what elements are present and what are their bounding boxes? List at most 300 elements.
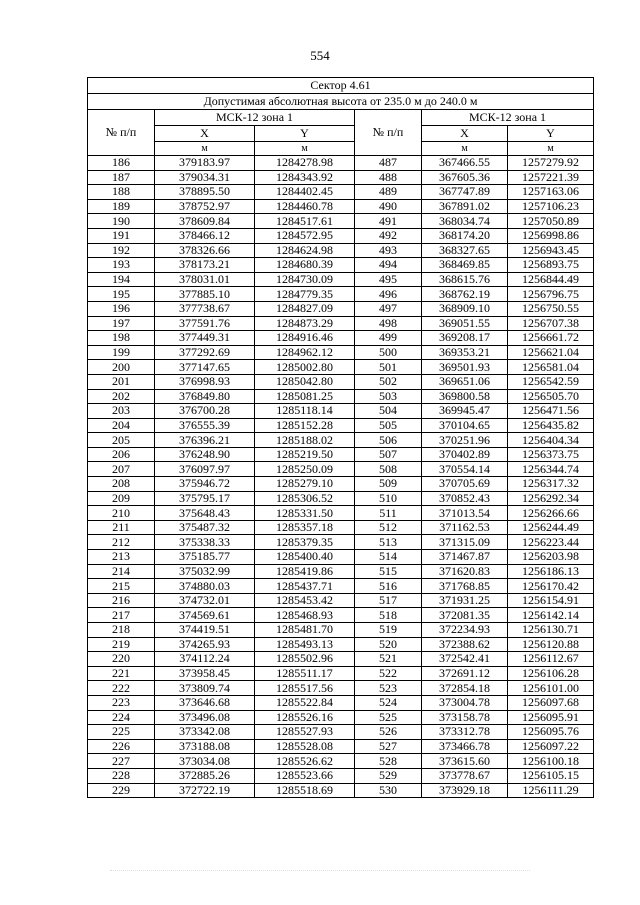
y-left: 1284572.95 bbox=[255, 228, 355, 243]
y-left: 1285042.80 bbox=[255, 374, 355, 389]
point-number-right: 505 bbox=[355, 418, 422, 433]
x-left: 374112.24 bbox=[155, 652, 255, 667]
point-number-right: 526 bbox=[355, 725, 422, 740]
y-left: 1284460.78 bbox=[255, 199, 355, 214]
x-left: 374569.61 bbox=[155, 608, 255, 623]
y-right: 1256111.29 bbox=[508, 783, 594, 798]
y-left: 1284624.98 bbox=[255, 243, 355, 258]
table-row bbox=[88, 593, 594, 608]
point-number-left: 224 bbox=[88, 710, 155, 725]
table-row bbox=[88, 170, 594, 185]
y-right: 1256223.44 bbox=[508, 535, 594, 550]
point-number-left: 211 bbox=[88, 520, 155, 535]
x-right: 373929.18 bbox=[422, 783, 508, 798]
point-number-right: 489 bbox=[355, 185, 422, 200]
table-row bbox=[88, 608, 594, 623]
point-number-right: 504 bbox=[355, 404, 422, 419]
x-left: 379183.97 bbox=[155, 156, 255, 171]
point-number-left: 225 bbox=[88, 725, 155, 740]
y-right: 1256661.72 bbox=[508, 331, 594, 346]
y-right: 1256373.75 bbox=[508, 447, 594, 462]
y-right: 1256581.04 bbox=[508, 360, 594, 375]
x-right: 371931.25 bbox=[422, 593, 508, 608]
sector-title: Сектор 4.61 bbox=[88, 78, 594, 94]
y-left: 1285526.62 bbox=[255, 754, 355, 769]
unit-x-right: м bbox=[422, 142, 508, 156]
point-number-right: 488 bbox=[355, 170, 422, 185]
point-number-right: 507 bbox=[355, 447, 422, 462]
point-number-right: 496 bbox=[355, 287, 422, 302]
point-number-left: 206 bbox=[88, 447, 155, 462]
y-left: 1285152.28 bbox=[255, 418, 355, 433]
y-left: 1285002.80 bbox=[255, 360, 355, 375]
x-left: 376998.93 bbox=[155, 374, 255, 389]
y-left: 1285279.10 bbox=[255, 477, 355, 492]
point-number-left: 209 bbox=[88, 491, 155, 506]
x-right: 369208.17 bbox=[422, 331, 508, 346]
x-right: 373466.78 bbox=[422, 739, 508, 754]
table-row bbox=[88, 579, 594, 594]
point-number-left: 190 bbox=[88, 214, 155, 229]
point-number-right: 498 bbox=[355, 316, 422, 331]
table-row bbox=[88, 652, 594, 667]
x-right: 372388.62 bbox=[422, 637, 508, 652]
x-left: 374732.01 bbox=[155, 593, 255, 608]
y-right: 1257106.23 bbox=[508, 199, 594, 214]
point-number-left: 204 bbox=[88, 418, 155, 433]
y-left: 1285453.42 bbox=[255, 593, 355, 608]
point-number-left: 194 bbox=[88, 272, 155, 287]
table-row bbox=[88, 404, 594, 419]
point-number-left: 192 bbox=[88, 243, 155, 258]
x-right: 370104.65 bbox=[422, 418, 508, 433]
x-left: 373342.08 bbox=[155, 725, 255, 740]
x-right: 367747.89 bbox=[422, 185, 508, 200]
x-right: 372691.12 bbox=[422, 666, 508, 681]
table-row bbox=[88, 681, 594, 696]
point-number-right: 524 bbox=[355, 695, 422, 710]
x-left: 378466.12 bbox=[155, 228, 255, 243]
y-right: 1257163.06 bbox=[508, 185, 594, 200]
table-row bbox=[88, 374, 594, 389]
point-number-left: 227 bbox=[88, 754, 155, 769]
table-row bbox=[88, 287, 594, 302]
y-right: 1256266.66 bbox=[508, 506, 594, 521]
point-number-left: 191 bbox=[88, 228, 155, 243]
y-left: 1285468.93 bbox=[255, 608, 355, 623]
y-right: 1257279.92 bbox=[508, 156, 594, 171]
x-left: 375032.99 bbox=[155, 564, 255, 579]
y-right: 1256707.38 bbox=[508, 316, 594, 331]
table-row bbox=[88, 272, 594, 287]
x-right: 370554.14 bbox=[422, 462, 508, 477]
point-number-right: 506 bbox=[355, 433, 422, 448]
y-right: 1256106.28 bbox=[508, 666, 594, 681]
x-right: 371315.09 bbox=[422, 535, 508, 550]
table-row bbox=[88, 623, 594, 638]
height-range: Допустимая абсолютная высота от 235.0 м до 240.0 м bbox=[88, 94, 594, 110]
y-left: 1284827.09 bbox=[255, 301, 355, 316]
col-num-right: № п/п bbox=[355, 110, 422, 156]
y-left: 1284962.12 bbox=[255, 345, 355, 360]
table-row bbox=[88, 243, 594, 258]
table-row bbox=[88, 520, 594, 535]
table-row bbox=[88, 535, 594, 550]
x-left: 377449.31 bbox=[155, 331, 255, 346]
point-number-left: 221 bbox=[88, 666, 155, 681]
point-number-right: 516 bbox=[355, 579, 422, 594]
x-left: 375185.77 bbox=[155, 550, 255, 565]
point-number-left: 199 bbox=[88, 345, 155, 360]
x-right: 371467.87 bbox=[422, 550, 508, 565]
x-left: 378752.97 bbox=[155, 199, 255, 214]
point-number-left: 205 bbox=[88, 433, 155, 448]
y-left: 1285188.02 bbox=[255, 433, 355, 448]
x-right: 369800.58 bbox=[422, 389, 508, 404]
footer-scan-line bbox=[110, 870, 530, 872]
table-row bbox=[88, 491, 594, 506]
y-right: 1256130.71 bbox=[508, 623, 594, 638]
point-number-right: 491 bbox=[355, 214, 422, 229]
point-number-left: 189 bbox=[88, 199, 155, 214]
x-left: 373809.74 bbox=[155, 681, 255, 696]
point-number-right: 517 bbox=[355, 593, 422, 608]
point-number-right: 523 bbox=[355, 681, 422, 696]
y-right: 1256170.42 bbox=[508, 579, 594, 594]
point-number-right: 493 bbox=[355, 243, 422, 258]
point-number-left: 214 bbox=[88, 564, 155, 579]
table-row bbox=[88, 637, 594, 652]
x-right: 373158.78 bbox=[422, 710, 508, 725]
y-right: 1256292.34 bbox=[508, 491, 594, 506]
point-number-right: 508 bbox=[355, 462, 422, 477]
y-left: 1285419.86 bbox=[255, 564, 355, 579]
point-number-right: 494 bbox=[355, 258, 422, 273]
x-right: 367605.36 bbox=[422, 170, 508, 185]
y-right: 1256542.59 bbox=[508, 374, 594, 389]
y-right: 1256100.18 bbox=[508, 754, 594, 769]
col-num-left: № п/п bbox=[88, 110, 155, 156]
point-number-left: 188 bbox=[88, 185, 155, 200]
x-left: 375648.43 bbox=[155, 506, 255, 521]
point-number-left: 202 bbox=[88, 389, 155, 404]
point-number-right: 509 bbox=[355, 477, 422, 492]
x-left: 374265.93 bbox=[155, 637, 255, 652]
point-number-left: 218 bbox=[88, 623, 155, 638]
x-left: 378609.84 bbox=[155, 214, 255, 229]
y-right: 1256621.04 bbox=[508, 345, 594, 360]
table-row bbox=[88, 506, 594, 521]
col-x-left: X bbox=[155, 126, 255, 142]
table-row bbox=[88, 710, 594, 725]
x-left: 376700.28 bbox=[155, 404, 255, 419]
table-row bbox=[88, 695, 594, 710]
y-right: 1256154.91 bbox=[508, 593, 594, 608]
point-number-left: 216 bbox=[88, 593, 155, 608]
y-left: 1285331.50 bbox=[255, 506, 355, 521]
x-left: 377738.67 bbox=[155, 301, 255, 316]
table-row bbox=[88, 228, 594, 243]
unit-y-right: м bbox=[508, 142, 594, 156]
table-row bbox=[88, 258, 594, 273]
table-row bbox=[88, 447, 594, 462]
y-left: 1284402.45 bbox=[255, 185, 355, 200]
x-left: 373646.68 bbox=[155, 695, 255, 710]
table-row bbox=[88, 389, 594, 404]
y-left: 1285306.52 bbox=[255, 491, 355, 506]
x-left: 372885.26 bbox=[155, 768, 255, 783]
table-row bbox=[88, 477, 594, 492]
x-left: 374419.51 bbox=[155, 623, 255, 638]
table-row bbox=[88, 754, 594, 769]
x-left: 373034.08 bbox=[155, 754, 255, 769]
x-right: 371768.85 bbox=[422, 579, 508, 594]
point-number-right: 499 bbox=[355, 331, 422, 346]
x-left: 376097.97 bbox=[155, 462, 255, 477]
y-left: 1284779.35 bbox=[255, 287, 355, 302]
table-row bbox=[88, 156, 594, 171]
unit-y-left: м bbox=[255, 142, 355, 156]
y-left: 1285081.25 bbox=[255, 389, 355, 404]
x-left: 377885.10 bbox=[155, 287, 255, 302]
y-right: 1256893.75 bbox=[508, 258, 594, 273]
point-number-left: 208 bbox=[88, 477, 155, 492]
y-right: 1256097.68 bbox=[508, 695, 594, 710]
y-right: 1256750.55 bbox=[508, 301, 594, 316]
x-right: 373615.60 bbox=[422, 754, 508, 769]
x-right: 369945.47 bbox=[422, 404, 508, 419]
point-number-right: 492 bbox=[355, 228, 422, 243]
y-right: 1256317.32 bbox=[508, 477, 594, 492]
col-x-right: X bbox=[422, 126, 508, 142]
x-right: 370705.69 bbox=[422, 477, 508, 492]
point-number-left: 201 bbox=[88, 374, 155, 389]
point-number-left: 219 bbox=[88, 637, 155, 652]
x-right: 372542.41 bbox=[422, 652, 508, 667]
x-right: 368762.19 bbox=[422, 287, 508, 302]
x-right: 373312.78 bbox=[422, 725, 508, 740]
y-left: 1285511.17 bbox=[255, 666, 355, 681]
x-right: 373778.67 bbox=[422, 768, 508, 783]
point-number-right: 521 bbox=[355, 652, 422, 667]
x-right: 369353.21 bbox=[422, 345, 508, 360]
point-number-right: 522 bbox=[355, 666, 422, 681]
x-left: 377591.76 bbox=[155, 316, 255, 331]
x-right: 370251.96 bbox=[422, 433, 508, 448]
y-right: 1256943.45 bbox=[508, 243, 594, 258]
x-right: 371620.83 bbox=[422, 564, 508, 579]
x-left: 378895.50 bbox=[155, 185, 255, 200]
point-number-right: 527 bbox=[355, 739, 422, 754]
table-row bbox=[88, 301, 594, 316]
table-row bbox=[88, 331, 594, 346]
x-right: 368327.65 bbox=[422, 243, 508, 258]
system-right: МСК-12 зона 1 bbox=[422, 110, 594, 126]
y-right: 1256203.98 bbox=[508, 550, 594, 565]
point-number-left: 215 bbox=[88, 579, 155, 594]
point-number-right: 530 bbox=[355, 783, 422, 798]
x-right: 368615.76 bbox=[422, 272, 508, 287]
point-number-right: 501 bbox=[355, 360, 422, 375]
y-right: 1256097.22 bbox=[508, 739, 594, 754]
point-number-left: 198 bbox=[88, 331, 155, 346]
y-right: 1256505.70 bbox=[508, 389, 594, 404]
point-number-right: 500 bbox=[355, 345, 422, 360]
col-y-left: Y bbox=[255, 126, 355, 142]
y-right: 1256344.74 bbox=[508, 462, 594, 477]
col-y-right: Y bbox=[508, 126, 594, 142]
point-number-right: 518 bbox=[355, 608, 422, 623]
coordinates-table bbox=[87, 77, 594, 798]
table-row bbox=[88, 360, 594, 375]
x-left: 373496.08 bbox=[155, 710, 255, 725]
system-left: МСК-12 зона 1 bbox=[155, 110, 355, 126]
y-right: 1256101.00 bbox=[508, 681, 594, 696]
point-number-left: 229 bbox=[88, 783, 155, 798]
x-right: 369651.06 bbox=[422, 374, 508, 389]
table-row bbox=[88, 462, 594, 477]
x-right: 369051.55 bbox=[422, 316, 508, 331]
table-row bbox=[88, 768, 594, 783]
table-row bbox=[88, 418, 594, 433]
point-number-left: 193 bbox=[88, 258, 155, 273]
x-right: 368034.74 bbox=[422, 214, 508, 229]
table-row bbox=[88, 316, 594, 331]
x-right: 370402.89 bbox=[422, 447, 508, 462]
x-left: 374880.03 bbox=[155, 579, 255, 594]
y-right: 1256244.49 bbox=[508, 520, 594, 535]
x-left: 379034.31 bbox=[155, 170, 255, 185]
y-right: 1256095.91 bbox=[508, 710, 594, 725]
point-number-left: 187 bbox=[88, 170, 155, 185]
y-left: 1285502.96 bbox=[255, 652, 355, 667]
y-left: 1284278.98 bbox=[255, 156, 355, 171]
y-left: 1284873.29 bbox=[255, 316, 355, 331]
point-number-left: 186 bbox=[88, 156, 155, 171]
table-row bbox=[88, 666, 594, 681]
y-right: 1256112.67 bbox=[508, 652, 594, 667]
x-right: 372081.35 bbox=[422, 608, 508, 623]
x-right: 371162.53 bbox=[422, 520, 508, 535]
table-row bbox=[88, 214, 594, 229]
table-row bbox=[88, 345, 594, 360]
point-number-right: 503 bbox=[355, 389, 422, 404]
x-right: 368174.20 bbox=[422, 228, 508, 243]
point-number-left: 217 bbox=[88, 608, 155, 623]
table-row bbox=[88, 433, 594, 448]
point-number-right: 495 bbox=[355, 272, 422, 287]
x-left: 378326.66 bbox=[155, 243, 255, 258]
x-left: 375795.17 bbox=[155, 491, 255, 506]
point-number-left: 196 bbox=[88, 301, 155, 316]
point-number-left: 195 bbox=[88, 287, 155, 302]
y-left: 1285528.08 bbox=[255, 739, 355, 754]
y-right: 1256142.14 bbox=[508, 608, 594, 623]
point-number-right: 520 bbox=[355, 637, 422, 652]
x-left: 378031.01 bbox=[155, 272, 255, 287]
y-right: 1256120.88 bbox=[508, 637, 594, 652]
table-row bbox=[88, 185, 594, 200]
y-left: 1285379.35 bbox=[255, 535, 355, 550]
x-right: 373004.78 bbox=[422, 695, 508, 710]
y-left: 1284343.92 bbox=[255, 170, 355, 185]
point-number-right: 502 bbox=[355, 374, 422, 389]
point-number-right: 512 bbox=[355, 520, 422, 535]
y-left: 1285523.66 bbox=[255, 768, 355, 783]
point-number-right: 490 bbox=[355, 199, 422, 214]
point-number-right: 510 bbox=[355, 491, 422, 506]
point-number-right: 515 bbox=[355, 564, 422, 579]
table-row bbox=[88, 550, 594, 565]
point-number-right: 528 bbox=[355, 754, 422, 769]
point-number-right: 514 bbox=[355, 550, 422, 565]
y-left: 1285481.70 bbox=[255, 623, 355, 638]
y-left: 1285522.84 bbox=[255, 695, 355, 710]
x-left: 373188.08 bbox=[155, 739, 255, 754]
y-right: 1256404.34 bbox=[508, 433, 594, 448]
point-number-right: 525 bbox=[355, 710, 422, 725]
y-left: 1285400.40 bbox=[255, 550, 355, 565]
point-number-left: 210 bbox=[88, 506, 155, 521]
table-body bbox=[88, 156, 594, 798]
x-right: 372234.93 bbox=[422, 623, 508, 638]
point-number-left: 228 bbox=[88, 768, 155, 783]
y-right: 1256095.76 bbox=[508, 725, 594, 740]
y-right: 1256105.15 bbox=[508, 768, 594, 783]
x-right: 372854.18 bbox=[422, 681, 508, 696]
x-left: 375487.32 bbox=[155, 520, 255, 535]
y-left: 1285518.69 bbox=[255, 783, 355, 798]
x-right: 370852.43 bbox=[422, 491, 508, 506]
x-right: 368469.85 bbox=[422, 258, 508, 273]
point-number-left: 213 bbox=[88, 550, 155, 565]
y-left: 1285250.09 bbox=[255, 462, 355, 477]
x-left: 376396.21 bbox=[155, 433, 255, 448]
point-number-left: 197 bbox=[88, 316, 155, 331]
table-row bbox=[88, 783, 594, 798]
y-right: 1256998.86 bbox=[508, 228, 594, 243]
table-row bbox=[88, 739, 594, 754]
y-left: 1285526.16 bbox=[255, 710, 355, 725]
y-right: 1257221.39 bbox=[508, 170, 594, 185]
x-right: 367466.55 bbox=[422, 156, 508, 171]
x-left: 377292.69 bbox=[155, 345, 255, 360]
x-left: 375338.33 bbox=[155, 535, 255, 550]
page-number: 554 bbox=[310, 48, 330, 63]
y-left: 1285219.50 bbox=[255, 447, 355, 462]
x-left: 377147.65 bbox=[155, 360, 255, 375]
y-left: 1284916.46 bbox=[255, 331, 355, 346]
point-number-left: 226 bbox=[88, 739, 155, 754]
x-left: 376248.90 bbox=[155, 447, 255, 462]
point-number-right: 487 bbox=[355, 156, 422, 171]
table-row bbox=[88, 564, 594, 579]
x-right: 367891.02 bbox=[422, 199, 508, 214]
y-left: 1284680.39 bbox=[255, 258, 355, 273]
point-number-left: 200 bbox=[88, 360, 155, 375]
y-right: 1256435.82 bbox=[508, 418, 594, 433]
y-left: 1285437.71 bbox=[255, 579, 355, 594]
point-number-left: 222 bbox=[88, 681, 155, 696]
point-number-left: 207 bbox=[88, 462, 155, 477]
x-left: 375946.72 bbox=[155, 477, 255, 492]
y-right: 1257050.89 bbox=[508, 214, 594, 229]
point-number-left: 220 bbox=[88, 652, 155, 667]
table-row bbox=[88, 199, 594, 214]
point-number-left: 223 bbox=[88, 695, 155, 710]
y-right: 1256471.56 bbox=[508, 404, 594, 419]
point-number-left: 212 bbox=[88, 535, 155, 550]
